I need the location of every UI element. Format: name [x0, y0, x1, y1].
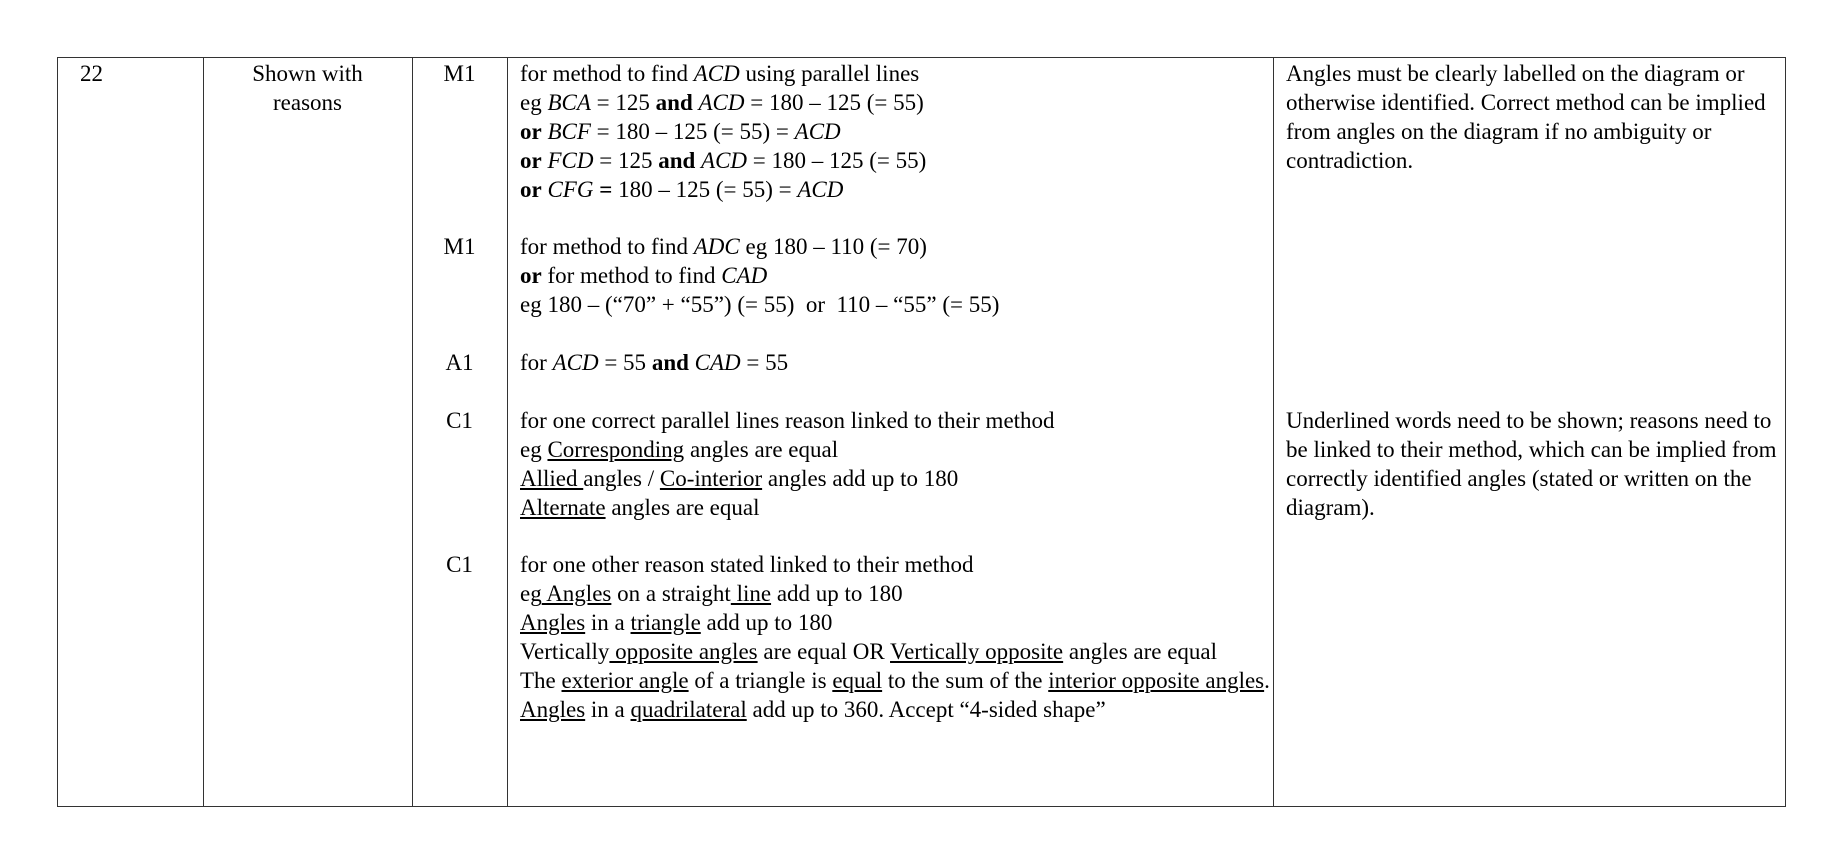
working-line: Allied angles / Co-interior angles add up to 180 [520, 466, 959, 491]
guidance-reasons: Underlined words need to be shown; reasons need to be linked to their method, which can be implied from correctly identified angles (stated or written on the diagram). [1286, 408, 1777, 520]
working-line: for ACD = 55 and CAD = 55 [520, 350, 789, 375]
column-divider [1273, 58, 1274, 806]
working-c1-other-reason [520, 550, 1270, 724]
mark-scheme-table [57, 57, 1786, 807]
working-m1-parallel [520, 59, 1270, 204]
answer-line: reasons [273, 90, 342, 115]
working-line: for one correct parallel lines reason linked to their method [520, 408, 1055, 433]
working-line: for one other reason stated linked to their method [520, 552, 974, 577]
question-number: 22 [80, 61, 103, 86]
working-a1 [520, 348, 1270, 377]
working-m1-triangle [520, 232, 1270, 319]
working-line: Angles in a triangle add up to 180 [520, 610, 833, 635]
working-line: Alternate angles are equal [520, 495, 760, 520]
answer-cell [203, 59, 412, 117]
answer-line: Shown with [252, 61, 363, 86]
working-line: for method to find ADC eg 180 – 110 (= 70) [520, 234, 927, 259]
working-line: or BCF = 180 – 125 (= 55) = ACD [520, 119, 841, 144]
mark-code: C1 [446, 552, 473, 577]
working-line: or FCD = 125 and ACD = 180 – 125 (= 55) [520, 148, 927, 173]
working-line: Vertically opposite angles are equal OR Vertically opposite angles are equal [520, 639, 1218, 664]
working-line: or CFG = 180 – 125 (= 55) = ACD [520, 177, 844, 202]
working-line: or for method to find CAD [520, 263, 768, 288]
working-line: eg 180 – (“70” + “55”) (= 55) or 110 – “55” (= 55) [520, 292, 1000, 317]
working-line: eg Angles on a straight line add up to 180 [520, 581, 903, 606]
column-divider [507, 58, 508, 806]
working-c1-parallel-reason [520, 406, 1270, 522]
working-line: Angles in a quadrilateral add up to 360. Accept “4-sided shape” [520, 697, 1106, 722]
working-line: The exterior angle of a triangle is equal to the sum of the interior opposite angles. [520, 668, 1270, 693]
working-line: for method to find ACD using parallel lines [520, 61, 920, 86]
working-line: eg BCA = 125 and ACD = 180 – 125 (= 55) [520, 90, 924, 115]
mark-code: A1 [445, 350, 474, 375]
guidance-methods: Angles must be clearly labelled on the diagram or otherwise identified. Correct method can be implied from angles on the diagram if no ambiguity or contradiction. [1286, 61, 1766, 173]
mark-code: M1 [443, 234, 476, 259]
mark-code: M1 [443, 61, 476, 86]
mark-code: C1 [446, 408, 473, 433]
column-divider [203, 58, 204, 806]
working-line: eg Corresponding angles are equal [520, 437, 839, 462]
